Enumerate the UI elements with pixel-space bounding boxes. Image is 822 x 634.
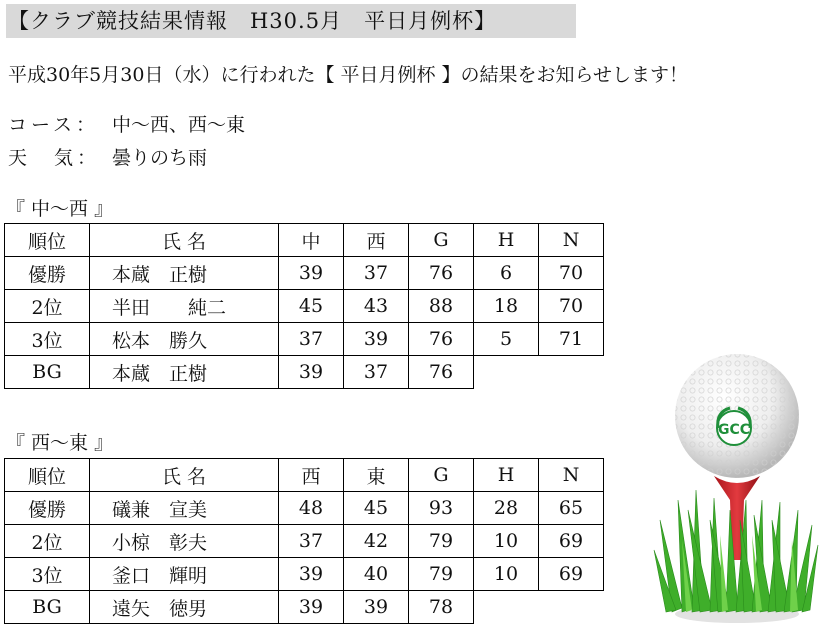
table-cell: 70 [539, 290, 604, 323]
table-cell: 本蔵 正樹 [90, 257, 279, 290]
column-header: 氏 名 [90, 459, 279, 492]
table-cell: 3位 [5, 558, 90, 591]
table-cell: 3位 [5, 323, 90, 356]
weather-label: 天 気： [8, 147, 101, 169]
table-cell: 37 [279, 525, 344, 558]
table-cell: 37 [344, 356, 409, 389]
table-row [5, 257, 604, 290]
column-header: 東 [344, 459, 409, 492]
table-row [5, 591, 604, 624]
empty-cell [539, 356, 604, 389]
table-cell: 78 [409, 591, 474, 624]
table-cell: 39 [279, 257, 344, 290]
column-header: 順位 [5, 459, 90, 492]
table-cell: 10 [474, 525, 539, 558]
table-cell: 79 [409, 525, 474, 558]
empty-cell [474, 356, 539, 389]
table-cell: 37 [279, 323, 344, 356]
golf-ball-illustration [652, 350, 822, 630]
table-header-row [5, 459, 604, 492]
table-row [5, 356, 604, 389]
table-cell: 遠矢 徳男 [90, 591, 279, 624]
table-cell: BG [5, 591, 90, 624]
table-cell: 28 [474, 492, 539, 525]
table-row [5, 558, 604, 591]
table-cell: 2位 [5, 525, 90, 558]
column-header: H [474, 224, 539, 257]
table-cell: BG [5, 356, 90, 389]
column-header: 中 [279, 224, 344, 257]
table-cell: 39 [344, 323, 409, 356]
table-cell: 39 [344, 591, 409, 624]
table-cell: 65 [539, 492, 604, 525]
course-value: 中～西、西～東 [112, 114, 246, 136]
table-cell: 40 [344, 558, 409, 591]
section-title-nishi-higashi: 『 西～東 』 [6, 432, 114, 454]
page-header: 【クラブ競技結果情報 H30.5月 平日月例杯】 [6, 4, 576, 38]
column-header: H [474, 459, 539, 492]
table-cell: 71 [539, 323, 604, 356]
table-cell: 76 [409, 323, 474, 356]
table-cell: 39 [279, 591, 344, 624]
table-cell: 優勝 [5, 257, 90, 290]
table-cell: 48 [279, 492, 344, 525]
table-cell: 39 [279, 558, 344, 591]
course-label: コース： [8, 114, 100, 136]
column-header: N [539, 224, 604, 257]
empty-cell [474, 591, 539, 624]
results-table-nishi-higashi [4, 458, 604, 624]
table-cell: 礒兼 宣美 [90, 492, 279, 525]
column-header: 順位 [5, 224, 90, 257]
table-header-row [5, 224, 604, 257]
table-row [5, 323, 604, 356]
table-cell: 18 [474, 290, 539, 323]
table-cell: 43 [344, 290, 409, 323]
table-cell: 2位 [5, 290, 90, 323]
column-header: 西 [344, 224, 409, 257]
table-cell: 6 [474, 257, 539, 290]
table-cell: 93 [409, 492, 474, 525]
table-cell: 45 [279, 290, 344, 323]
table-cell: 小椋 彰夫 [90, 525, 279, 558]
column-header: 西 [279, 459, 344, 492]
table-cell: 88 [409, 290, 474, 323]
table-cell: 69 [539, 525, 604, 558]
table-cell: 42 [344, 525, 409, 558]
table-cell: 松本 勝久 [90, 323, 279, 356]
column-header: 氏 名 [90, 224, 279, 257]
table-cell: 76 [409, 356, 474, 389]
table-cell: 優勝 [5, 492, 90, 525]
golf-ball-image [652, 350, 822, 630]
club-logo-icon [717, 408, 751, 445]
table-cell: 釜口 輝明 [90, 558, 279, 591]
column-header: G [409, 224, 474, 257]
table-cell: 45 [344, 492, 409, 525]
table-cell: 5 [474, 323, 539, 356]
table-row [5, 492, 604, 525]
club-logo-text: GCC [717, 422, 751, 438]
weather-line [8, 143, 207, 170]
table-cell: 39 [279, 356, 344, 389]
intro-text: 平成30年5月30日（水）に行われた【 平日月例杯 】の結果をお知らせします！ [8, 64, 688, 86]
column-header: N [539, 459, 604, 492]
table-cell: 半田 純二 [90, 290, 279, 323]
table-cell: 37 [344, 257, 409, 290]
section-title-naka-nishi: 『 中～西 』 [6, 198, 114, 220]
table-cell: 76 [409, 257, 474, 290]
results-table-naka-nishi [4, 223, 604, 389]
course-line [8, 110, 245, 137]
table-cell: 70 [539, 257, 604, 290]
table-cell: 79 [409, 558, 474, 591]
table-cell: 69 [539, 558, 604, 591]
table-row [5, 290, 604, 323]
empty-cell [539, 591, 604, 624]
table-row [5, 525, 604, 558]
table-cell: 本蔵 正樹 [90, 356, 279, 389]
weather-value: 曇りのち雨 [112, 147, 208, 169]
table-cell: 10 [474, 558, 539, 591]
column-header: G [409, 459, 474, 492]
